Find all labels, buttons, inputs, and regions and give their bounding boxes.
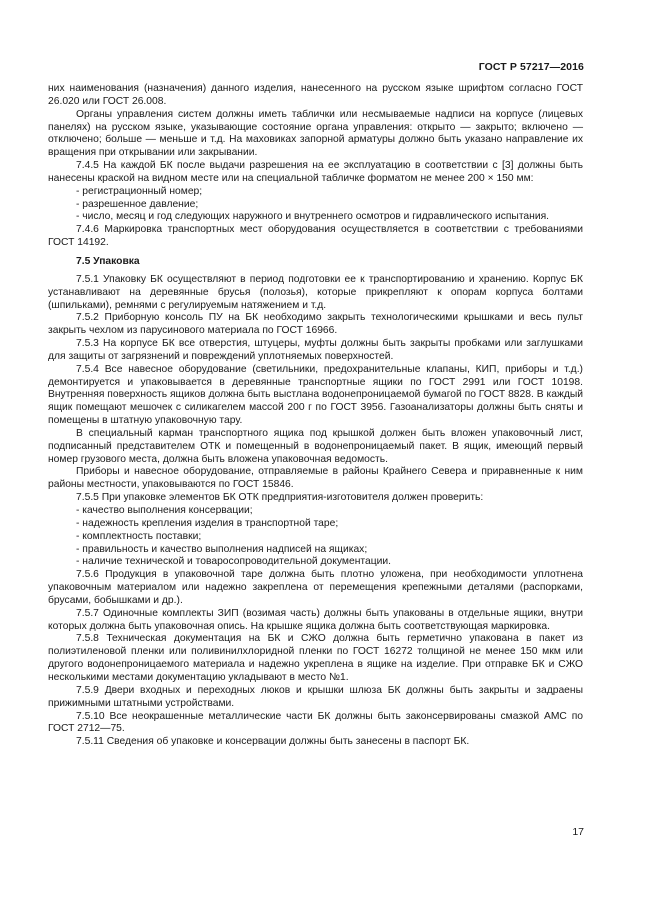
paragraph: Органы управления систем должны иметь таблички или несмываемые надписи на корпусе (лицевых панелях) на русском языке, указывающие состояние органа управления: открыто — закрыто; включено — отключено; больше — меньше и т.д. На маховиках запорной арматуры должно быть указано направление их вращения при открывании или закрывании. bbox=[48, 108, 583, 159]
paragraph-7-5-5: 7.5.5 При упаковке элементов БК ОТК предприятия-изготовителя должен проверить: bbox=[76, 492, 484, 504]
list-item: - число, месяц и год следующих наружного и внутреннего осмотров и гидравлического испытания. bbox=[76, 211, 550, 223]
paragraph-7-5-6: 7.5.6 Продукция в упаковочной таре должна быть плотно уложена, при необходимости уплотнена упаковочным материалом или надежно закреплена от перемещения крепежными деталями (распорками, брусами, бобышками и др.). bbox=[48, 569, 583, 606]
paragraph-7-5-9: 7.5.9 Двери входных и переходных люков и крышки шлюза БК должны быть закрыты и задраены прижимными штатными устройствами. bbox=[48, 684, 583, 709]
paragraph-7-4-6: 7.4.6 Маркировка транспортных мест оборудования осуществляется в соответствии с требованиями ГОСТ 14192. bbox=[48, 224, 583, 249]
list-item: - качество выполнения консервации; bbox=[76, 505, 253, 516]
document-header: ГОСТ Р 57217—2016 bbox=[478, 61, 584, 73]
paragraph-7-5-4: 7.5.4 Все навесное оборудование (светильники, предохранительные клапаны, КИП, приборы и т.д.) демонтируется и упаковывается в деревянные транспортные ящики по ГОСТ 2991 или ГОСТ 10198. Внутренняя поверхность ящиков должна быть выстлана водонепроницаемой бумагой по ГОСТ 8828. В каждый ящик помещают мешочек с силикагелем массой 200 г по ГОСТ 3956. Газоанализаторы должны быть сняты и помещены в штатную упаковочную тару. bbox=[48, 363, 583, 427]
paragraph-7-4-5: 7.4.5 На каждой БК после выдачи разрешения на ее эксплуатацию в соответствии с [3] должны быть нанесены краской на видном месте или на специальной табличке форматом не менее 200 × 150 мм: bbox=[48, 160, 583, 184]
paragraph-continuation: них наименования (назначения) данного изделия, нанесенного на русском языке шрифтом согласно ГОСТ 26.020 или ГОСТ 26.008. bbox=[48, 83, 583, 107]
section-title-7-5: 7.5 Упаковка bbox=[76, 255, 140, 267]
paragraph: В специальный карман транспортного ящика под крышкой должен быть вложен упаковочный лист, подписанный представителем ОТК и помещенный в водонепроницаемый пакет. В ящик, имеющий первый номер грузового места, должна быть вложена упаковочная ведомость. bbox=[48, 427, 583, 465]
paragraph-7-5-11: 7.5.11 Сведения об упаковке и консервации должны быть занесены в паспорт БК. bbox=[76, 736, 470, 748]
list-item: - надежность крепления изделия в транспортной таре; bbox=[76, 517, 339, 529]
paragraph-7-5-2: 7.5.2 Приборную консоль ПУ на БК необходимо закрыть технологическими крышками и весь пульт закрыть чехлом из парусинового материала по ГОСТ 16966. bbox=[48, 312, 583, 337]
list-item: - правильность и качество выполнения надписей на ящиках; bbox=[76, 543, 368, 555]
paragraph-7-5-7: 7.5.7 Одиночные комплекты ЗИП (возимая часть) должны быть упакованы в отдельные ящики, внутри которых должна быть упаковочная опись. На крышке ящика должна быть соответствующая маркировка. bbox=[48, 607, 583, 632]
paragraph: Приборы и навесное оборудование, отправляемые в районы Крайнего Севера и приравненные к ним районы местности, упаковываются по ГОСТ 15846. bbox=[48, 466, 583, 491]
list-item: - наличие технической и товаросопроводительной документации. bbox=[76, 556, 392, 568]
list-item: - комплектность поставки; bbox=[76, 530, 202, 542]
paragraph-7-5-8: 7.5.8 Техническая документация на БК и СЖО должна быть герметично упакована в пакет из полиэтиленовой пленки или поливинилхлоридной пленки по ГОСТ 16272 толщиной не менее 150 мкм или другого водонепроницаемого материала и надежно укреплена в ящике на изделие. При отправке БК и СЖО несколькими местами документацию укладывают в место №1. bbox=[48, 633, 583, 683]
paragraph-7-5-10: 7.5.10 Все неокрашенные металлические части БК должны быть законсервированы смазкой АМС по ГОСТ 2712—75. bbox=[48, 710, 583, 735]
document-body bbox=[48, 83, 583, 749]
list-item: - регистрационный номер; bbox=[76, 185, 203, 197]
page-number: 17 bbox=[572, 826, 584, 838]
paragraph-7-5-1: 7.5.1 Упаковку БК осуществляют в период подготовки ее к транспортированию и хранению. Корпус БК устанавливают на деревянные брусья (полозья), которые прикрепляют к опорам корпуса болтами (шпильками), ремнями с регулируемым натяжением и т.д. bbox=[48, 273, 583, 311]
paragraph-7-5-3: 7.5.3 На корпусе БК все отверстия, штуцеры, муфты должны быть закрыты пробками или заглушками для защиты от загрязнений и повреждений уплотняемых поверхностей. bbox=[48, 338, 583, 362]
list-item: - разрешенное давление; bbox=[76, 198, 199, 210]
